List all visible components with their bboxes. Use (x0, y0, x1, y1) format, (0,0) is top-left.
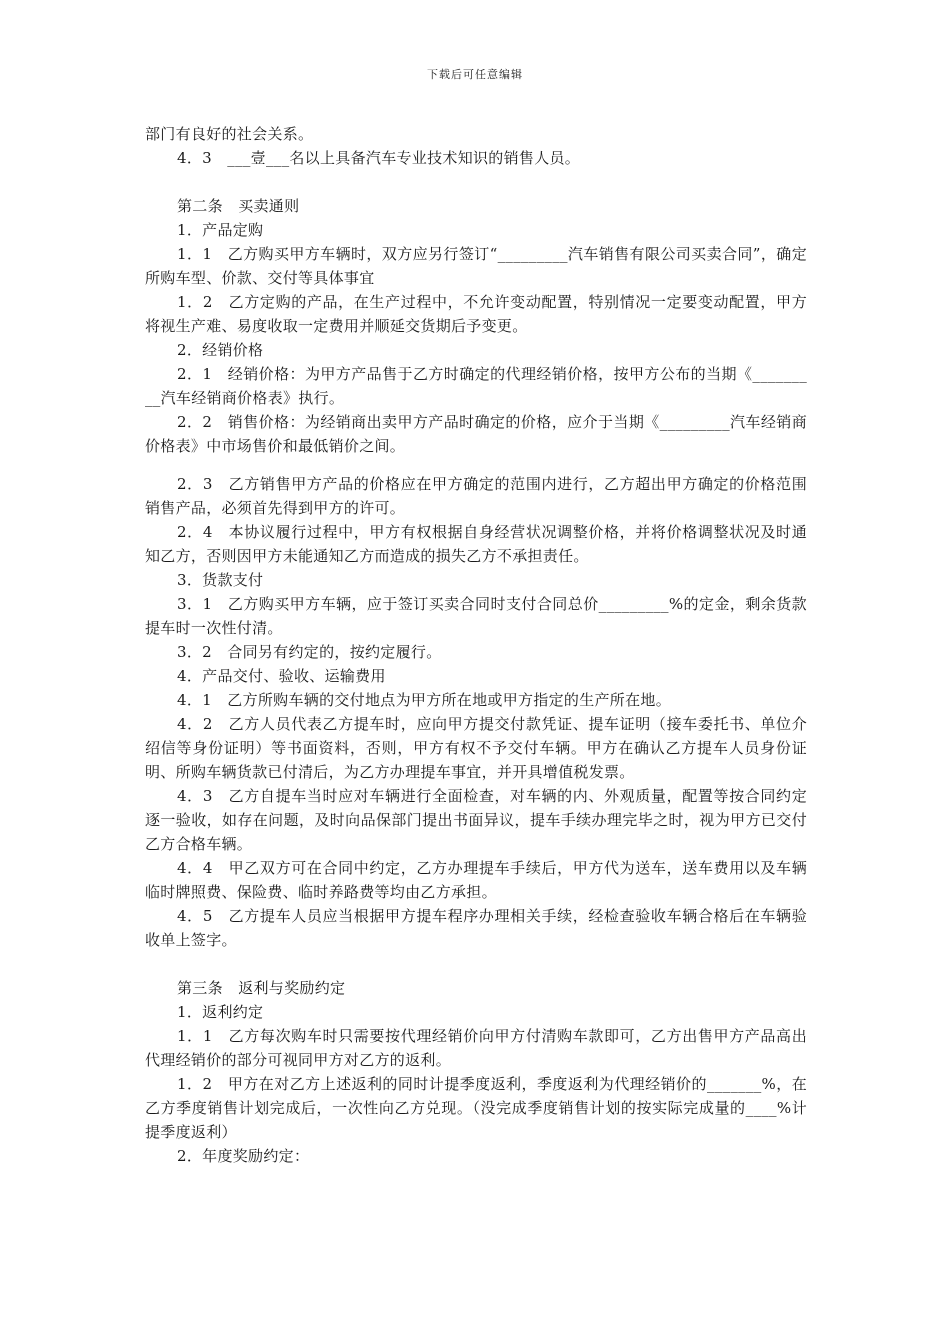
clause-1-2: 1．2 乙方定购的产品，在生产过程中，不允许变动配置，特别情况一定要变动配置，甲方将视生产难、易度收取一定费用并顺延交货期后予变更。 (145, 293, 807, 335)
spacer (145, 458, 807, 472)
document-body (145, 122, 807, 1168)
clause-2-1: 2．1 经销价格：为甲方产品售于乙方时确定的代理经销价格，按甲方公布的当期《_________汽车经销商价格表》执行。 (145, 365, 807, 407)
clause-4-3: 4．3 ___壹___名以上具备汽车专业技术知识的销售人员。 (177, 149, 581, 167)
section-3-heading: 3．货款支付 (177, 571, 264, 589)
page-header: 下载后可任意编辑 (427, 68, 523, 81)
clause-3-2: 3．2 合同另有约定的，按约定履行。 (177, 643, 442, 661)
section-4-heading: 4．产品交付、验收、运输费用 (177, 667, 386, 685)
article-3-title: 第三条 返利与奖励约定 (177, 979, 346, 997)
clause-2-3: 2．3 乙方销售甲方产品的价格应在甲方确定的范围内进行，乙方超出甲方确定的价格范围销售产品，必须首先得到甲方的许可。 (145, 475, 807, 517)
article-2-title: 第二条 买卖通则 (177, 197, 300, 215)
clause-4-4: 4．4 甲乙双方可在合同中约定，乙方办理提车手续后，甲方代为送车，送车费用以及车辆临时牌照费、保险费、临时养路费等均由乙方承担。 (145, 859, 807, 901)
clause-1-1: 1．1 乙方购买甲方车辆时，双方应另行签订“_________汽车销售有限公司买卖合同”，确定所购车型、价款、交付等具体事宜 (145, 245, 807, 287)
clause-4-2: 4．2 乙方人员代表乙方提车时，应向甲方提交付款凭证、提车证明（接车委托书、单位介绍信等身份证明）等书面资料，否则，甲方有权不予交付车辆。甲方在确认乙方提车人员身份证明、所购车辆货款已付清后，为乙方办理提车事宜，并开具增值税发票。 (145, 715, 807, 781)
clause-4-1: 4．1 乙方所购车辆的交付地点为甲方所在地或甲方指定的生产所在地。 (177, 691, 671, 709)
clause-2-2: 2．2 销售价格：为经销商出卖甲方产品时确定的价格，应介于当期《_________汽车经销商价格表》中市场售价和最低销价之间。 (145, 413, 807, 455)
section-2-heading: 2．经销价格 (177, 341, 264, 359)
annual-reward-heading: 2．年度奖励约定： (177, 1147, 310, 1165)
rebate-clause-1-2: 1．2 甲方在对乙方上述返利的同时计提季度返利，季度返利为代理经销价的_______%，在乙方季度销售计划完成后，一次性向乙方兑现。（没完成季度销售计划的按实际完成量的____%计提季度返利） (145, 1075, 807, 1141)
rebate-clause-1-1: 1．1 乙方每次购车时只需要按代理经销价向甲方付清购车款即可，乙方出售甲方产品高出代理经销价的部分可视同甲方对乙方的返利。 (145, 1027, 807, 1069)
rebate-section-heading: 1．返利约定 (177, 1003, 264, 1021)
clause-2-4: 2．4 本协议履行过程中，甲方有权根据自身经营状况调整价格，并将价格调整状况及时通知乙方，否则因甲方未能通知乙方而造成的损失乙方不承担责任。 (145, 523, 807, 565)
spacer (145, 170, 807, 194)
clause-3-1: 3．1 乙方购买甲方车辆，应于签订买卖合同时支付合同总价_________%的定金，剩余货款提车时一次性付清。 (145, 595, 807, 637)
paragraph-continuation: 部门有良好的社会关系。 (145, 125, 314, 143)
clause-4-3-delivery: 4．3 乙方自提车当时应对车辆进行全面检查，对车辆的内、外观质量，配置等按合同约定逐一验收，如存在问题，及时向品保部门提出书面异议，提车手续办理完毕之时，视为甲方已交付乙方合格车辆。 (145, 787, 807, 853)
section-1-heading: 1．产品定购 (177, 221, 264, 239)
spacer (145, 952, 807, 976)
clause-4-5: 4．5 乙方提车人员应当根据甲方提车程序办理相关手续，经检查验收车辆合格后在车辆验收单上签字。 (145, 907, 807, 949)
